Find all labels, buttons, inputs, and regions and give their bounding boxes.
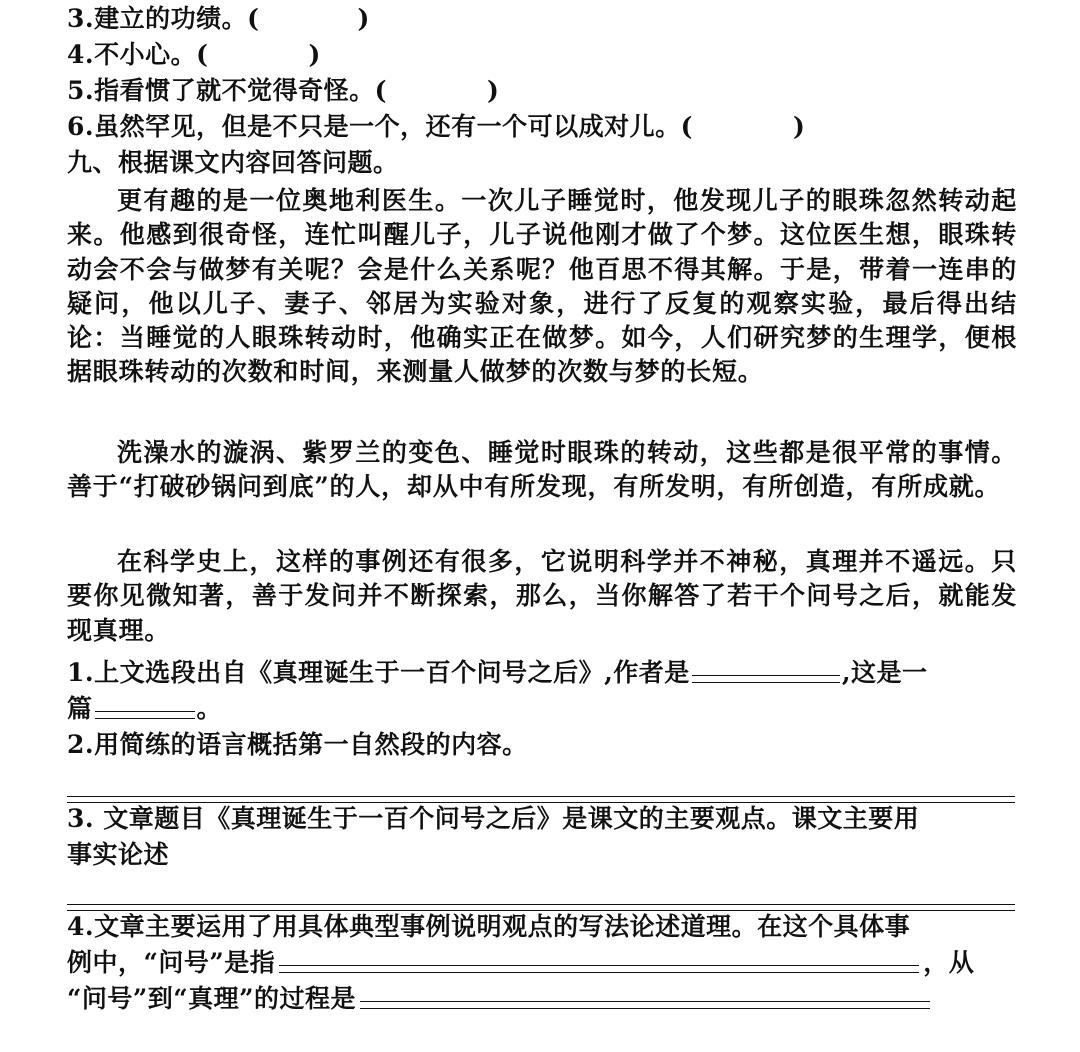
author-answer-blank[interactable] — [692, 675, 840, 683]
question-4-text-cont: “问号”到“真理”的过程是 — [67, 984, 357, 1013]
passage-paragraph-3: 在科学史上，这样的事例还有很多，它说明科学并不神秘，真理并不遥远。只要你见微知著，善于发问并不断探索，那么，当你解答了若干个问号之后，就能发现真理。 — [67, 547, 1017, 645]
question-4-line-2 — [67, 946, 1017, 980]
item-3-close: ) — [357, 4, 370, 33]
passage-paragraph-2: 洗澡水的漩涡、紫罗兰的变色、睡觉时眼珠的转动，这些都是很平常的事情。善于“打破砂锅问到底”的人，却从中有所发现，有所发明，有所创造，有所成就。 — [67, 438, 1017, 502]
section-heading: 九、根据课文内容回答问题。 — [67, 148, 399, 177]
question-1-text-cont: ,这是一 — [841, 658, 928, 687]
question-4-text-cont: ，从 — [923, 948, 975, 977]
question-4-line-3 — [67, 982, 1017, 1016]
question-1-line-1 — [67, 656, 1017, 690]
item-5-text: 5.指看惯了就不觉得奇怪。( — [67, 76, 387, 105]
question-3-line-1: 3. 文章题目《真理诞生于一百个问号之后》是课文的主要观点。课文主要用 — [67, 804, 920, 833]
process-answer-blank[interactable] — [360, 1001, 930, 1009]
item-6 — [67, 110, 1017, 144]
item-4 — [67, 38, 1017, 72]
question-3-line-2: 事实论述 — [67, 840, 170, 869]
question-1-text: 1.上文选段出自《真理诞生于一百个问号之后》,作者是 — [67, 658, 690, 687]
genre-answer-blank[interactable] — [95, 711, 195, 719]
item-3 — [67, 2, 1017, 36]
passage-paragraph-1: 更有趣的是一位奥地利医生。一次儿子睡觉时，他发现儿子的眼珠忽然转动起来。他感到很奇怪，连忙叫醒儿子，儿子说他刚才做了个梦。这位医生想，眼珠转动会不会与做梦有关呢？会是什么关系呢？他百思不得其解。于是，带着一连串的疑问，他以儿子、妻子、邻居为实验对象，进行了反复的观察实验，最后得出结论：当睡觉的人眼珠转动时，他确实正在做梦。如今，人们研究梦的生理学，便根据眼珠转动的次数和时间，来测量人做梦的次数与梦的长短。 — [67, 186, 1017, 387]
question-mark-answer-blank[interactable] — [279, 965, 919, 973]
question-4-line-1: 4.文章主要运用了用具体典型事例说明观点的写法论述道理。在这个具体事 — [67, 912, 911, 941]
item-5-close: ) — [486, 76, 500, 105]
item-4-close: ) — [308, 40, 321, 69]
item-6-text: 6.虽然罕见，但是不只是一个，还有一个可以成对儿。( — [67, 112, 693, 141]
item-5 — [67, 74, 1017, 108]
item-4-text: 4.不小心。( — [67, 40, 209, 69]
question-1-end: 。 — [196, 694, 223, 723]
question-1-line-2 — [67, 692, 1017, 726]
question-2: 2.用简练的语言概括第一自然段的内容。 — [67, 730, 528, 759]
question-4-text: 例中，“问号”是指 — [67, 948, 276, 977]
question-1-text-cont: 篇 — [67, 694, 93, 723]
item-3-text: 3.建立的功绩。( — [67, 4, 260, 33]
item-6-close: ) — [792, 112, 806, 141]
